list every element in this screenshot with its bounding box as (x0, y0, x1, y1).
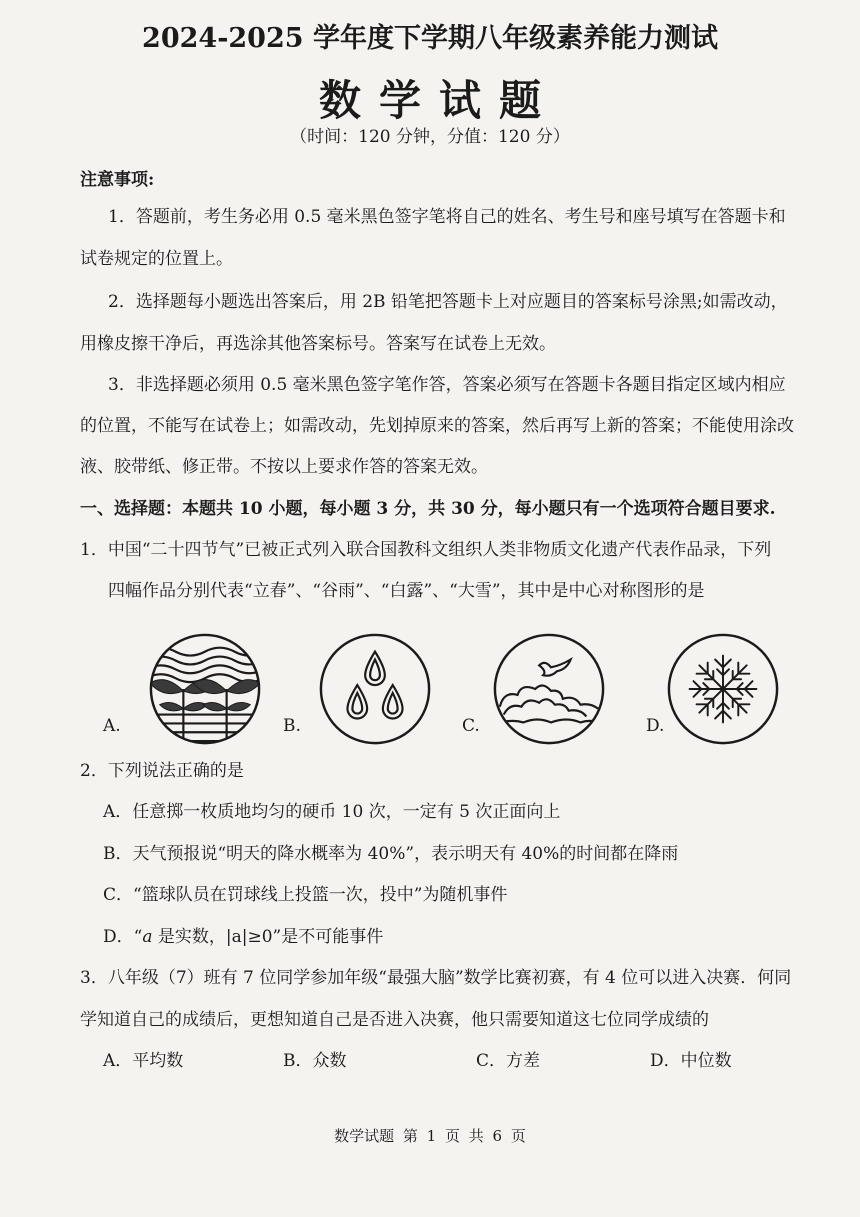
q1-stem-line2: 四幅作品分别代表“立春”、“谷雨”、“白露”、“大雪”，其中是中心对称图形的是 (108, 581, 705, 601)
q1-option-b-label: B. (283, 716, 301, 736)
notice-item3-line3: 液、胶带纸、修正带。不按以上要求作答的答案无效。 (80, 457, 488, 477)
q1-figure-c (490, 630, 608, 748)
q1-figure-b (316, 630, 434, 748)
notice-item3-line1: 3．非选择题必须用 0.5 毫米黑色签字笔作答，答案必须写在答题卡各题目指定区域内相应 (108, 375, 786, 395)
notice-item3-line2: 的位置，不能写在试卷上；如需改动，先划掉原来的答案，然后再写上新的答案；不能使用涂改 (80, 416, 794, 436)
exam-time-score: （时间：120 分钟，分值：120 分） (290, 127, 570, 147)
notice-item1-line1: 1．答题前，考生务必用 0.5 毫米黑色签字笔将自己的姓名、考生号和座号填写在答题卡和 (108, 207, 786, 227)
section1-heading: 一、选择题：本题共 10 小题，每小题 3 分，共 30 分，每小题只有一个选项符合题目要求. (80, 499, 776, 519)
q1-option-d-label: D. (646, 716, 665, 736)
snowflake-icon (664, 630, 782, 748)
q1-option-a-label: A. (103, 716, 121, 736)
q3-option-b: B．众数 (283, 1051, 347, 1071)
q2-option-d-suffix: 是实数，|a|≥0”是不可能事件 (152, 927, 384, 947)
notice-item2-line2: 用橡皮擦干净后，再选涂其他答案标号。答案写在试卷上无效。 (80, 334, 556, 354)
bird-clouds-icon (490, 630, 608, 748)
q2-option-d (103, 925, 383, 949)
q2-option-a: A．任意掷一枚质地均匀的硬币 10 次，一定有 5 次正面向上 (103, 802, 561, 822)
q2-option-d-variable: a (142, 927, 153, 947)
q1-stem-line1: 1．中国“二十四节气”已被正式列入联合国教科文组织人类非物质文化遗产代表作品录，下列 (80, 540, 772, 560)
notice-heading: 注意事项: (80, 170, 155, 190)
q1-option-c-label: C. (462, 716, 480, 736)
exam-subject-title: 数学试题 (318, 76, 559, 125)
notice-item2-line1: 2．选择题每小题选出答案后，用 2B 铅笔把答题卡上对应题目的答案标号涂黑;如需改动， (108, 292, 788, 312)
q3-stem-line1: 3．八年级（7）班有 7 位同学参加年级“最强大脑”数学比赛初赛，有 4 位可以进入决赛．何同 (80, 968, 792, 988)
q2-stem: 2．下列说法正确的是 (80, 761, 244, 781)
q3-stem-line2: 学知道自己的成绩后，更想知道自己是否进入决赛，他只需要知道这七位同学成绩的 (80, 1010, 709, 1030)
q1-figure-d (664, 630, 782, 748)
raindrops-icon (316, 630, 434, 748)
q2-option-c: C．“篮球队员在罚球线上投篮一次，投中”为随机事件 (103, 885, 508, 905)
q1-figure-a (146, 630, 264, 748)
page-footer: 数学试题 第 1 页 共 6 页 (334, 1127, 526, 1145)
q3-option-a: A．平均数 (103, 1051, 184, 1071)
q3-option-d: D．中位数 (650, 1051, 732, 1071)
q2-option-d-prefix: D．“ (103, 927, 143, 947)
exam-series-title: 2024-2025 学年度下学期八年级素养能力测试 (142, 23, 718, 54)
notice-item1-line2: 试卷规定的位置上。 (80, 249, 233, 269)
q3-option-c: C．方差 (476, 1051, 541, 1071)
spring-sprout-icon (146, 630, 264, 748)
q2-option-b: B．天气预报说“明天的降水概率为 40%”，表示明天有 40%的时间都在降雨 (103, 844, 679, 864)
